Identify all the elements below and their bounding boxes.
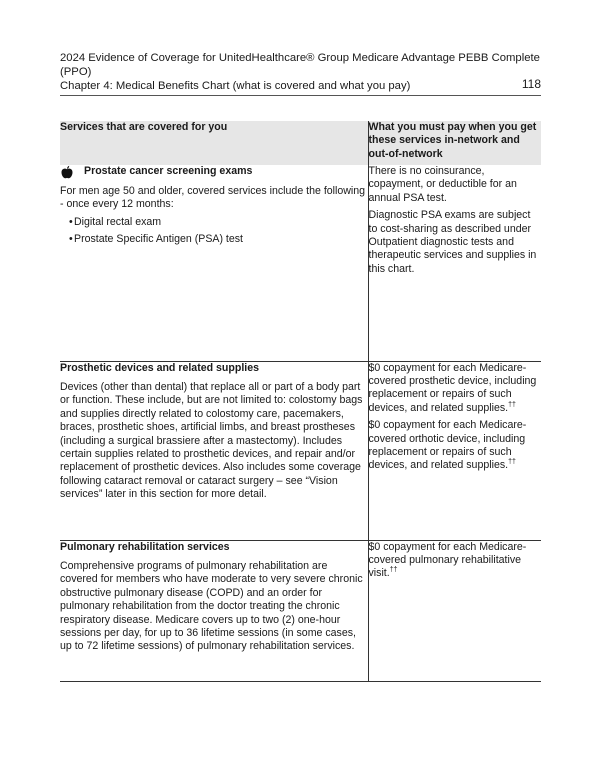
page-header: [60, 51, 541, 93]
cost-text: [369, 362, 542, 416]
chapter-title: Chapter 4: Medical Benefits Chart (what is covered and what you pay): [60, 80, 411, 92]
table-row: [60, 361, 541, 540]
table-row: [60, 165, 541, 361]
document-title: 2024 Evidence of Coverage for UnitedHealthcare® Group Medicare Advantage PEBB Complete: [60, 52, 540, 64]
cost-cell: [368, 361, 541, 540]
cost-text: [369, 541, 542, 581]
table-row: [60, 540, 541, 681]
cost-text-body: $0 copayment for each Medicare-covered prosthetic device, including replacement or repairs of such devices, and related supplies.: [368, 361, 537, 414]
service-cell: [60, 165, 368, 361]
service-cell: [60, 540, 368, 681]
service-title: Prosthetic devices and related supplies: [60, 361, 260, 374]
service-title-text: Prostate cancer screening exams: [84, 165, 253, 178]
service-cell: [60, 361, 368, 540]
footnote-mark: ††: [389, 566, 398, 574]
service-title: Pulmonary rehabilitation services: [60, 540, 230, 553]
service-description: Comprehensive programs of pulmonary rehabilitation are covered for members who have moderate to very severe chronic obstructive pulmonary disease (COPD) and an order for pulmonary rehabilitation from the doctor treating the chronic respiratory disease. Medicare covers up to two (2) one-hour sessions per day, for up to 36 lifetime sessions (in some cases, up to 72 lifetime sessions) of pulmonary rehabilitation services.: [60, 559, 363, 653]
list-item: • Digital rectal exam: [74, 216, 368, 229]
column-header-services: Services that are covered for you: [60, 121, 368, 165]
column-header-cost: What you must pay when you get these services in-network and out-of-network: [368, 121, 541, 165]
cost-cell: [368, 165, 541, 361]
service-description: Devices (other than dental) that replace all or part of a body part or function. These include, but are not limited to: colostomy bags and supplies directly related to colostomy care, pacemakers, braces, prosthetic shoes, artificial limbs, and breast prostheses (including a surgical brassiere after a mastectomy). Includes certain supplies related to prosthetic devices, and repair and/or replacement of prosthetic devices. Also includes some coverage following cataract removal or cataract surgery – see “Vision services” later in this section for more detail.: [60, 380, 363, 501]
table-header-row: [60, 121, 541, 165]
footnote-mark: ††: [508, 458, 516, 466]
cost-text: [369, 419, 542, 473]
service-title: [60, 165, 368, 179]
cost-text-body: $0 copayment for each Medicare-covered orthotic device, including replacement or repairs of such devices, and related supplies.: [368, 419, 527, 472]
footnote-mark: ††: [508, 401, 516, 409]
page-number: 118: [521, 77, 541, 91]
cost-text-body: $0 copayment for each Medicare-covered pulmonary rehabilitative visit.: [368, 540, 527, 580]
benefits-chart-table: [60, 121, 541, 682]
cost-text: Diagnostic PSA exams are subject to cost-sharing as described under Outpatient diagnostic tests and therapeutic services and supplies in this chart.: [368, 209, 537, 275]
service-description: For men age 50 and older, covered services include the following - once every 12 months:: [60, 185, 366, 211]
document-title-continued: (PPO): [60, 66, 92, 78]
apple-icon: [60, 165, 74, 179]
cost-text: There is no coinsurance, copayment, or deductible for an annual PSA test.: [368, 165, 517, 204]
cost-cell: [368, 540, 541, 681]
header-divider: [60, 95, 541, 96]
service-bullet-list: [60, 216, 368, 247]
list-item: • Prostate Specific Antigen (PSA) test: [74, 233, 368, 246]
